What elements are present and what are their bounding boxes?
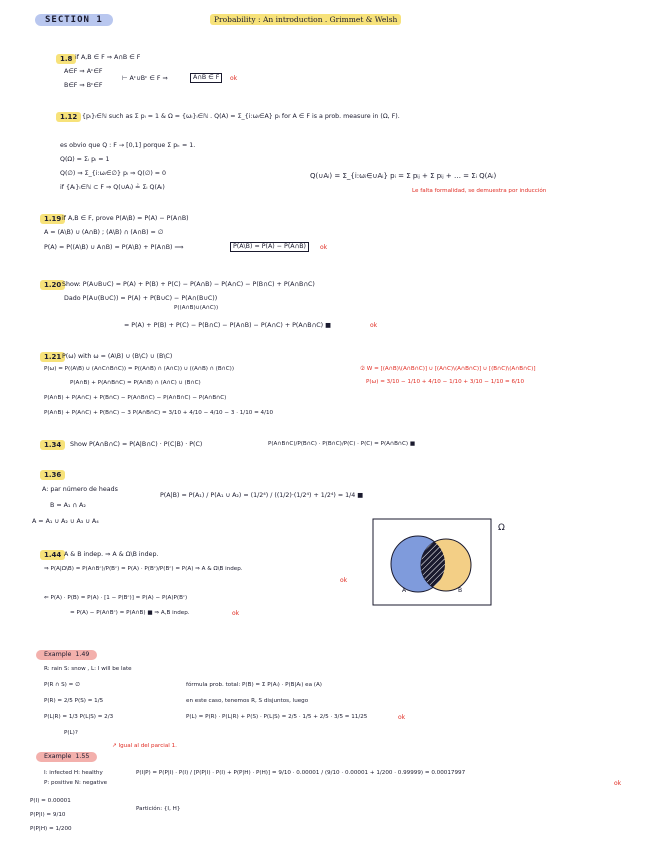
exercise-number: 1.34 — [40, 440, 65, 450]
ok-mark: ok — [340, 577, 348, 584]
boxed-result: P(A\B) = P(A) − P(A∩B) — [230, 242, 309, 252]
arrow-note: ↗ Igual al del parcial 1. — [112, 743, 177, 749]
text-line: fórmula prob. total: P(B) = Σ P(Aᵢ) · P(B|Aᵢ) ea (A) — [186, 682, 322, 688]
text-line: B∈F ⇒ Bᶜ∈F — [64, 82, 103, 89]
text-line: P(A) = P((A\B) ∪ A∩B) = P(A\B) + P(A∩B) ⟹ — [44, 244, 184, 251]
text-line: P(ω) = P((A\B) ∪ (A∩C∩B∩C)) = P((A∩B) ∩ (A∩C)) ∪ ((A∩B) ∩ (B∩C)) — [44, 366, 235, 372]
text-line: P(ω) with ω = (A\B) ∪ (B\C) ∪ (B\C) — [62, 353, 173, 360]
text-line: Q(∪Aᵢ) = Σ_{i:ωᵢ∈∪Aᵢ} pᵢ = Σ pᵢⱼ + Σ pᵢⱼ + … = Σᵢ Q(Aᵢ) — [310, 172, 497, 180]
exercise-number: 1.44 — [40, 550, 65, 560]
text-line: A = (A\B) ∪ (A∩B) ; (A\B) ∩ (A∩B) = ∅ — [44, 229, 164, 236]
text-line: = P(A) − P(A∩Bᶜ) = P(A∩B) ■ ⇒ A,B indep. — [70, 610, 190, 616]
text-line: P(L) = P(R) · P(L|R) + P(S) · P(L|S) = 2/5 · 1/5 + 2/5 · 3/5 = 11/25 — [186, 714, 368, 720]
label-b: B — [458, 587, 463, 594]
text-line: P(A∩B) + P(A∩C) + P(B∩C) − P(A∩B∩C) − P(A∩B∩C) − P(A∩B∩C) — [44, 395, 227, 401]
example-badge: Example 1.55 — [36, 752, 97, 762]
ok-mark: ok — [320, 244, 328, 251]
ok-mark: ok — [230, 75, 238, 82]
text-line: if A,B ∈ F ⇒ A∩B ∈ F — [75, 54, 141, 61]
text-line: P(R ∩ S) = ∅ — [44, 682, 80, 688]
text-line: P: positive N: negative — [44, 780, 108, 786]
exercise-number: 1.20 — [40, 280, 65, 290]
text-line: A = A₁ ∪ A₂ ∪ A₃ ∪ A₄ — [32, 518, 99, 525]
text-line: if A,B ∈ F, prove P(A\B) = P(A) − P(A∩B) — [62, 215, 189, 222]
text-line: P(A∩B) + P(A∩B∩C) = P(A∩B) ∩ (A∩C) ∪ (B∩C) — [70, 380, 201, 386]
ok-mark: ok — [398, 714, 406, 721]
exercise-number: 1.12 — [56, 112, 81, 122]
text-line: P(P|H) = 1/200 — [30, 826, 72, 832]
exercise-number: 1.21 — [40, 352, 65, 362]
text-line: R: rain S: snow , L: I will be late — [44, 666, 132, 672]
text-line: Q(∅) ⇒ Σ_{i:ωᵢ∈∅} pᵢ ⇒ Q(∅) = 0 — [60, 170, 167, 177]
text-line: I: infected H: healthy — [44, 770, 103, 776]
boxed-result: A∩B ∈ F — [190, 73, 222, 83]
text-line: ⊢ Aᶜ∪Bᶜ ∈ F ⇒ — [122, 75, 168, 82]
ok-mark: ok — [370, 322, 378, 329]
page-title: Probability : An introduction . Grimmet & Welsh — [210, 14, 401, 25]
text-line: A∈F ⇒ Aᶜ∈F — [64, 68, 103, 75]
text-line: Show: P(A∪B∪C) = P(A) + P(B) + P(C) − P(A∩B) − P(A∩C) − P(B∩C) + P(A∩B∩C) — [62, 281, 315, 288]
section-badge: SECTION 1 — [35, 14, 113, 26]
text-line: es obvio que Q : F → [0,1] porque Σ pₖ = 1. — [60, 142, 196, 149]
text-line: A & B indep. ⇒ A & Ω\B indep. — [64, 551, 159, 558]
text-line: Partición: {I, H} — [136, 806, 181, 812]
alt-solution: ② W = [(A∩B)\(A∩B∩C)] ∪ [(A∩C)\(A∩B∩C)] ∪ [(B∩C)\(A∩B∩C)] — [360, 366, 536, 372]
omega-label: Ω — [498, 523, 505, 533]
text-line: Q(Ω) = Σᵢ pᵢ = 1 — [60, 156, 110, 163]
text-line: P(A∩B∩C)/P(B∩C) · P(B∩C)/P(C) · P(C) = P(A∩B∩C) ■ — [268, 441, 416, 447]
ok-mark: ok — [232, 610, 240, 617]
venn-diagram — [372, 518, 492, 606]
ok-mark: ok — [614, 780, 622, 787]
text-line: {pᵢ}ᵢ∈ℕ such as Σ pᵢ = 1 & Ω = {ωᵢ}ᵢ∈ℕ . Q(A) = Σ_{i:ωᵢ∈A} pᵢ for A ∈ F is a prob. measure in (Ω, F). — [82, 113, 400, 120]
example-badge: Example 1.49 — [36, 650, 97, 660]
exercise-number: 1.36 — [40, 470, 65, 480]
text-line: ⇐ P(A) · P(B) = P(A) · [1 − P(Bᶜ)] = P(A) − P(A)P(Bᶜ) — [44, 595, 188, 601]
text-line: = P(A) + P(B) + P(C) − P(B∩C) − P(A∩B) − P(A∩C) + P(A∩B∩C) ■ — [124, 322, 332, 329]
exercise-number: 1.19 — [40, 214, 65, 224]
text-line: P(A|B) = P(A₁) / P(A₁ ∪ A₂) = (1/2⁴) / ((1/2)·(1/2⁴) + 1/2⁴) = 1/4 ■ — [160, 492, 364, 499]
text-line: P(A∩B) + P(A∩C) + P(B∩C) − 3 P(A∩B∩C) = 3/10 + 4/10 − 4/10 − 3 · 1/10 = 4/10 — [44, 410, 274, 416]
exercise-number: 1.8 — [56, 54, 76, 64]
text-line: P(P|I) = 9/10 — [30, 812, 66, 818]
text-line: ⇒ P(A|Ω\B) = P(A∩Bᶜ)/P(Bᶜ) = P(A) · P(Bᶜ)/P(Bᶜ) = P(A) ⇒ A & Ω\B indep. — [44, 566, 243, 572]
text-line: P(L|R) = 1/3 P(L|S) = 2/3 — [44, 714, 114, 720]
alt-solution: P(ω) = 3/10 − 1/10 + 4/10 − 1/10 + 3/10 − 1/10 = 6/10 — [366, 379, 525, 385]
text-line: en este caso, tenemos R, S disjuntos, luego — [186, 698, 309, 704]
label-a: A — [402, 587, 407, 594]
text-line: Dado P(A∪(B∪C)) = P(A) + P(B∪C) − P(A∩(B∪C)) — [64, 295, 218, 302]
bayes-equation: P(I|P) = P(P|I) · P(I) / [P(P|I) · P(I) + P(P|H) · P(H)] = 9/10 · 0.00001 / (9/10 · 0.00001 + 1/200 · 0.99999) = 0.00017997 — [136, 770, 466, 776]
text-line: P(R) = 2/5 P(S) = 1/5 — [44, 698, 104, 704]
text-line: P(I) = 0.00001 — [30, 798, 71, 804]
text-line: P((A∩B)∪(A∩C)) — [174, 305, 219, 311]
text-line: Show P(A∩B∩C) = P(A|B∩C) · P(C|B) · P(C) — [70, 441, 203, 448]
text-line: A: par número de heads — [42, 486, 118, 493]
text-line: P(L)? — [64, 730, 78, 736]
text-line: B = A₁ ∩ A₂ — [50, 502, 86, 509]
text-line: if {Aᵢ}ᵢ∈ℕ ⊂ F ⇒ Q(∪Aᵢ) ≟ Σᵢ Q(Aᵢ) — [60, 184, 165, 191]
teacher-note: Le falta formalidad, se demuestra por inducción — [412, 188, 547, 194]
